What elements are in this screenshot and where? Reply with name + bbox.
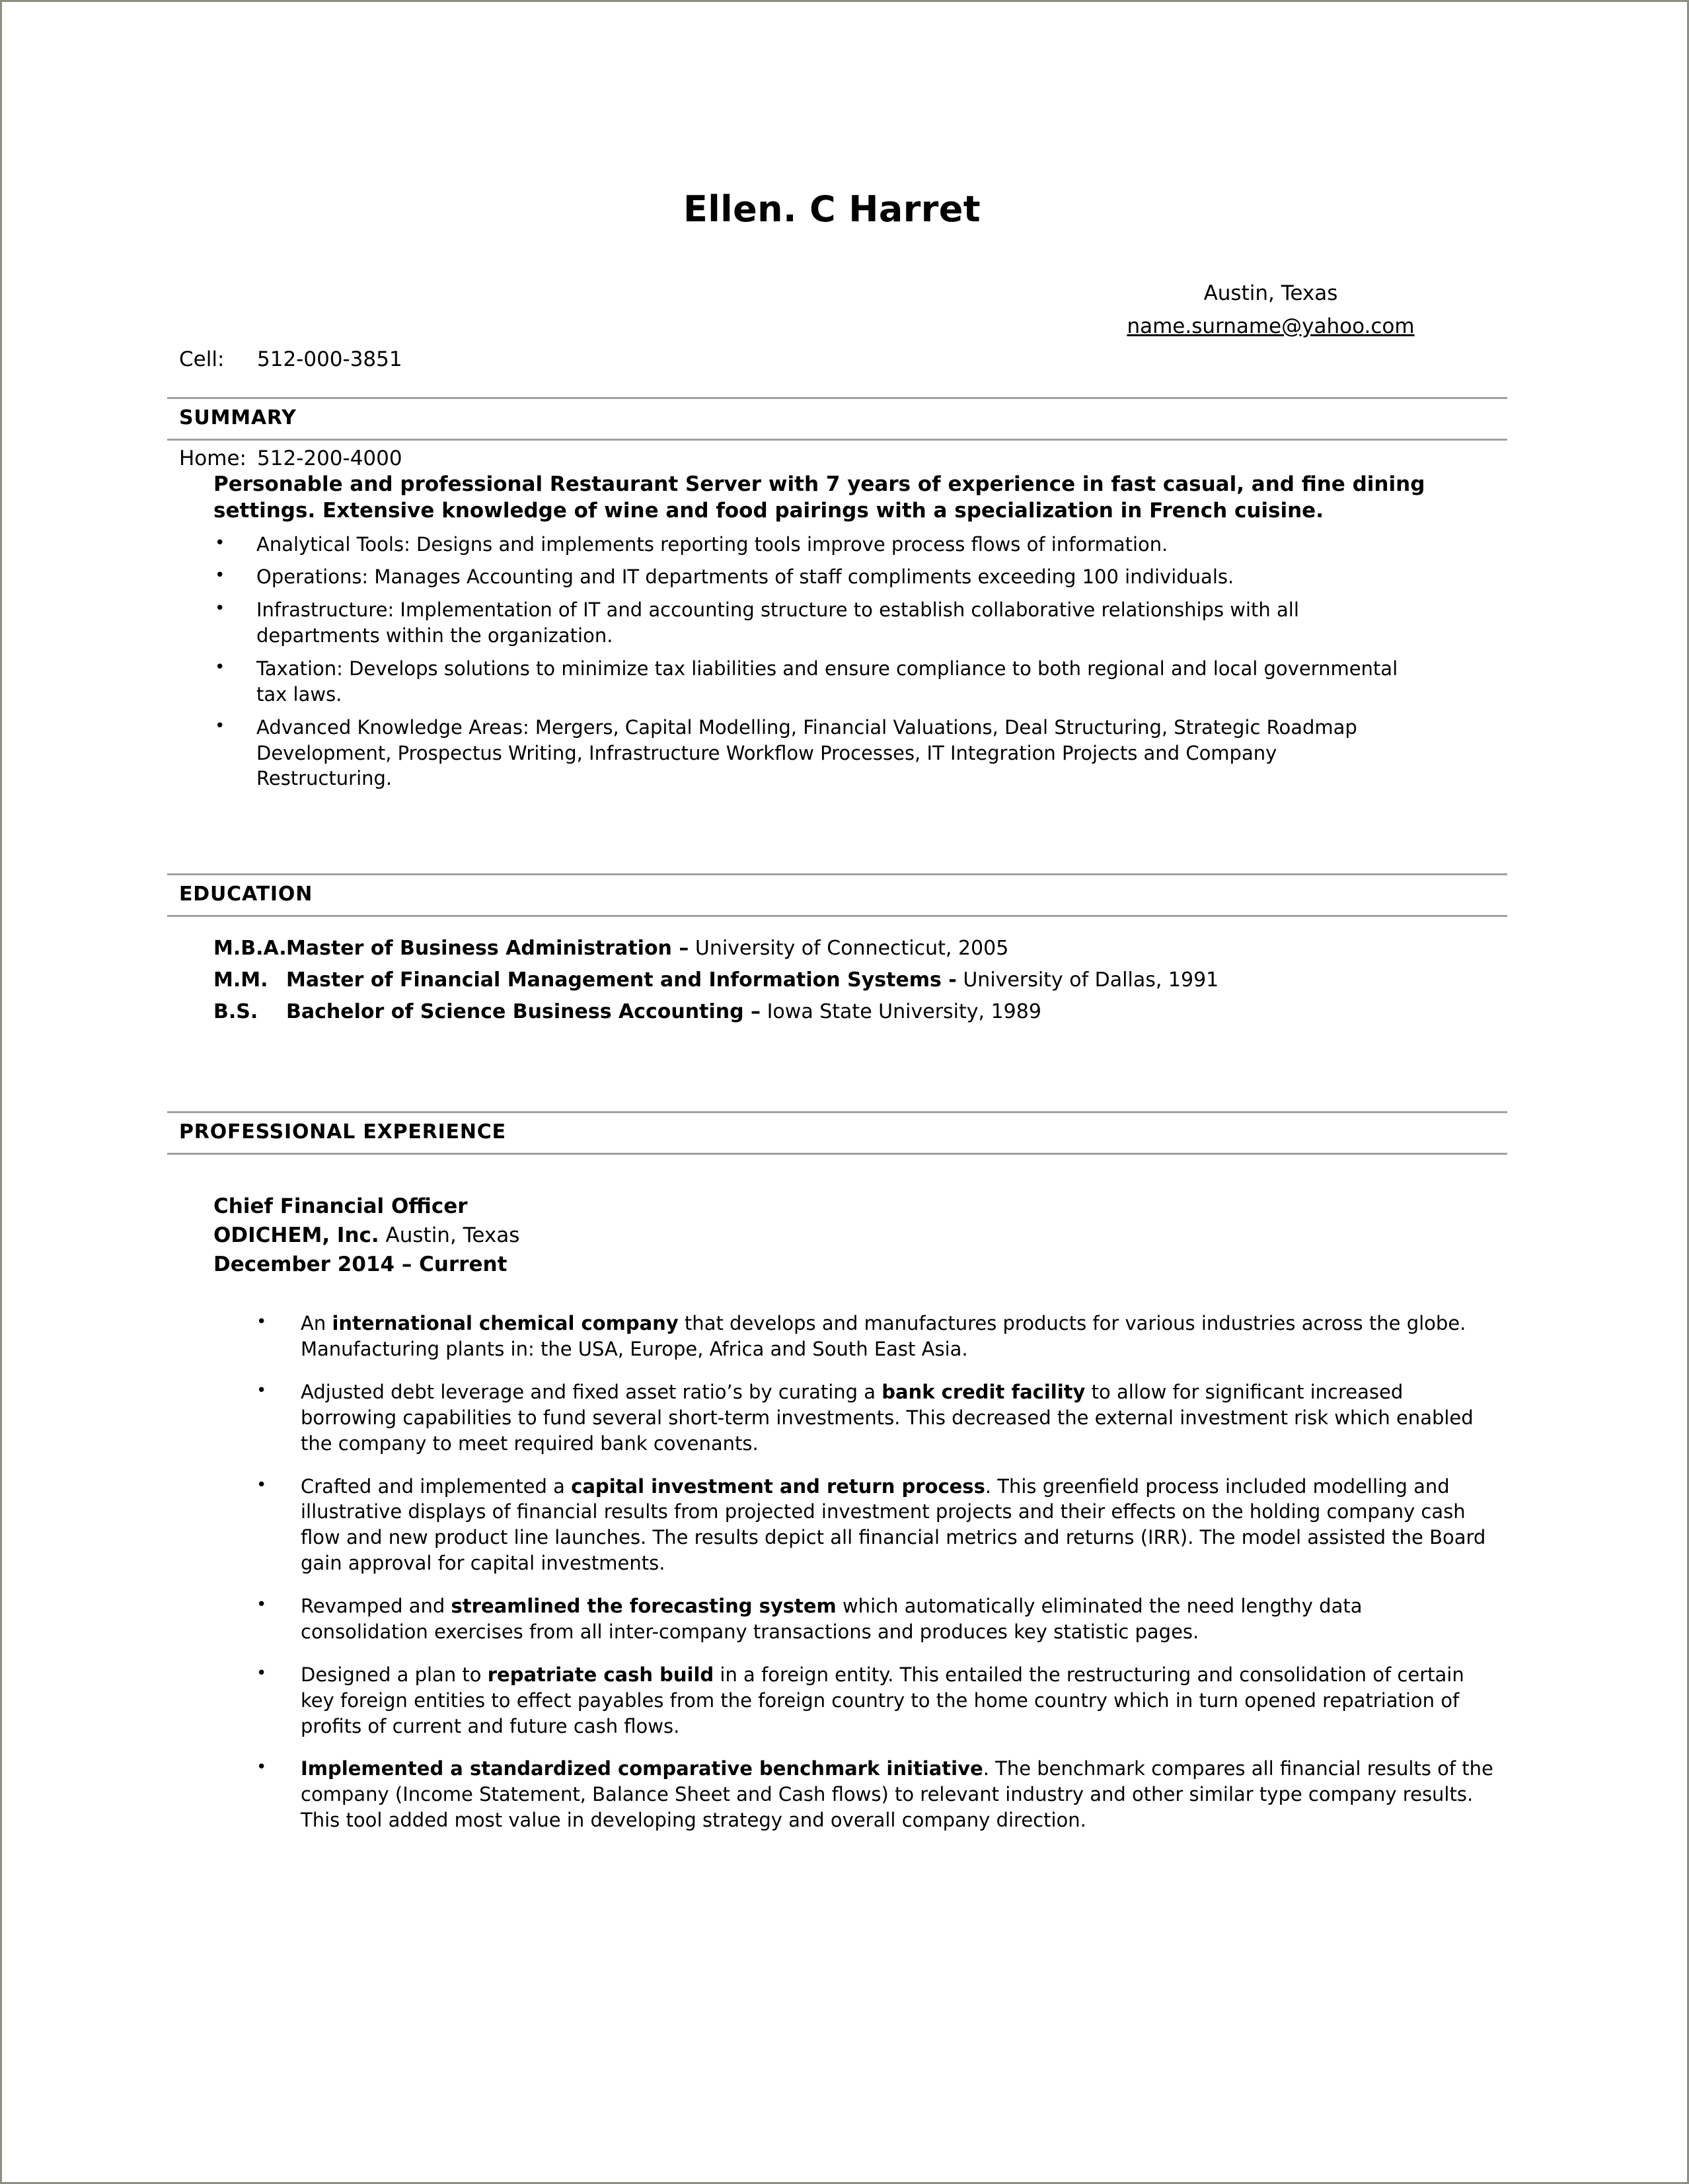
experience-section [167, 1111, 1507, 1850]
content-column [167, 2, 1507, 1850]
location-text: Austin, Texas [1203, 281, 1338, 305]
list-item-text: An international chemical company that develops and manufactures products for various industries across the globe. Manufacturing plants in: the USA, Europe, Africa and South East Asia. [301, 1312, 1466, 1361]
list-item-text: Crafted and implemented a capital investment and return process. This greenfield process included modelling and illustrative displays of financial results from projected investment projects and their effects on the holding company cash flow and new product line launches. The results depict all financial metrics and returns (IRR). The model assisted the Board gain approval for capital investments. [301, 1474, 1486, 1575]
spacer [167, 848, 1507, 873]
list-item-text: Operations: Manages Accounting and IT departments of staff compliments exceeding 100 individuals. [256, 565, 1234, 589]
bullet-icon: • [256, 1757, 267, 1778]
degree-name: Master of Financial Management and Information Systems - [286, 968, 957, 992]
spacer [167, 791, 1507, 848]
degree-school: University of Connecticut, 2005 [694, 937, 1009, 961]
home-label: Home: [179, 447, 246, 470]
education-list [167, 917, 1507, 1028]
list-item-text: Infrastructure: Implementation of IT and accounting structure to establish collaborative relationships with all departments within the organization. [256, 599, 1299, 647]
bullet-icon: • [256, 1381, 267, 1401]
education-entry [167, 996, 1507, 1028]
degree-abbr: M.M. [213, 968, 268, 992]
list-item [167, 557, 1409, 590]
email-link[interactable]: name.surname@yahoo.com [1127, 314, 1415, 338]
degree-abbr: B.S. [213, 1000, 258, 1024]
job-title: Chief Financial Officer [213, 1194, 468, 1219]
degree-name: Master of Business Administration – [286, 937, 689, 961]
cell-value: 512-000-3851 [257, 347, 402, 371]
spacer [167, 1085, 1507, 1111]
list-item-text: Revamped and streamlined the forecasting system which automatically eliminated the need lengthy data consolidation exercises from all inter-company transactions and produces key statistic pages. [301, 1595, 1363, 1643]
degree-school: Iowa State University, 1989 [767, 1000, 1041, 1024]
bullet-icon: • [256, 1474, 267, 1495]
spacer [167, 1028, 1507, 1085]
degree-abbr: M.B.A. [213, 937, 287, 961]
job-dates: December 2014 – Current [213, 1253, 507, 1277]
job-entry [167, 1155, 1507, 1279]
degree-name: Bachelor of Science Business Accounting – [286, 1000, 761, 1024]
list-item [167, 590, 1409, 649]
job-location: Austin, Texas [385, 1223, 520, 1248]
summary-heading: SUMMARY [167, 397, 1507, 441]
list-item-text: Advanced Knowledge Areas: Mergers, Capital Modelling, Financial Valuations, Deal Structuring, Strategic Roadmap Development, Prospectus Writing, Infrastructure Workflow Processes, IT Integration Projects and Company Restructuring. [256, 715, 1357, 790]
contact-location-email [1039, 277, 1502, 343]
experience-bullet-list [167, 1311, 1507, 1850]
list-item [167, 1756, 1495, 1850]
list-item-text: Adjusted debt leverage and fixed asset ratio’s by curating a bank credit facility to allow for significant increased borrowing capabilities to fund several short-term investments. This decreased the external investment risk which enabled the company to meet required bank covenants. [301, 1381, 1474, 1455]
bullet-icon: • [215, 532, 225, 553]
experience-bullets-wrap [167, 1279, 1507, 1850]
bullet-icon: • [215, 657, 225, 678]
experience-heading: PROFESSIONAL EXPERIENCE [167, 1111, 1507, 1155]
page-inner [2, 2, 1689, 2184]
bullet-icon: • [215, 715, 225, 736]
list-item [167, 1379, 1495, 1474]
bullet-icon: • [215, 599, 225, 619]
cell-label: Cell: [179, 347, 225, 371]
list-item-text: Taxation: Develops solutions to minimize tax liabilities and ensure compliance to both regional and local governmental tax laws. [256, 657, 1398, 706]
summary-bullet-list [167, 525, 1507, 792]
bullet-icon: • [256, 1312, 267, 1332]
list-item [167, 1662, 1495, 1757]
summary-lead: Personable and professional Restaurant Server with 7 years of experience in fast casual, and fine dining settings. Extensive knowledge of wine and food pairings with a specialization in French cuisine. [213, 472, 1425, 523]
education-entry [167, 933, 1507, 965]
education-entry [167, 965, 1507, 996]
list-item [167, 1474, 1495, 1593]
job-company: ODICHEM, Inc. [213, 1223, 379, 1248]
education-heading: EDUCATION [167, 873, 1507, 917]
list-item [167, 525, 1409, 558]
bullet-icon: • [256, 1595, 267, 1615]
list-item [167, 708, 1409, 792]
list-item [167, 649, 1409, 708]
list-item [167, 1593, 1495, 1662]
cell-line [179, 343, 402, 376]
education-section [167, 873, 1507, 1028]
bullet-icon: • [256, 1663, 267, 1683]
page-title: Ellen. C Harret [683, 188, 981, 230]
list-item [167, 1311, 1495, 1379]
summary-section [167, 397, 1507, 791]
home-value: 512-200-4000 [257, 447, 402, 470]
list-item-text: Implemented a standardized comparative benchmark initiative. The benchmark compares all financial results of the company (Income Statement, Balance Sheet and Cash flows) to relevant industry and other similar type company results. This tool added most value in developing strategy and overall company direction. [301, 1757, 1493, 1832]
degree-school: University of Dallas, 1991 [963, 968, 1219, 992]
list-item-text: Analytical Tools: Designs and implements reporting tools improve process flows of information. [256, 532, 1168, 556]
bullet-icon: • [215, 565, 225, 586]
list-item-text: Designed a plan to repatriate cash build in a foreign entity. This entailed the restructuring and consolidation of certain key foreign entities to effect payables from the foreign country to the home country which in turn opened repatriation of profits of current and future cash flows. [301, 1663, 1464, 1737]
